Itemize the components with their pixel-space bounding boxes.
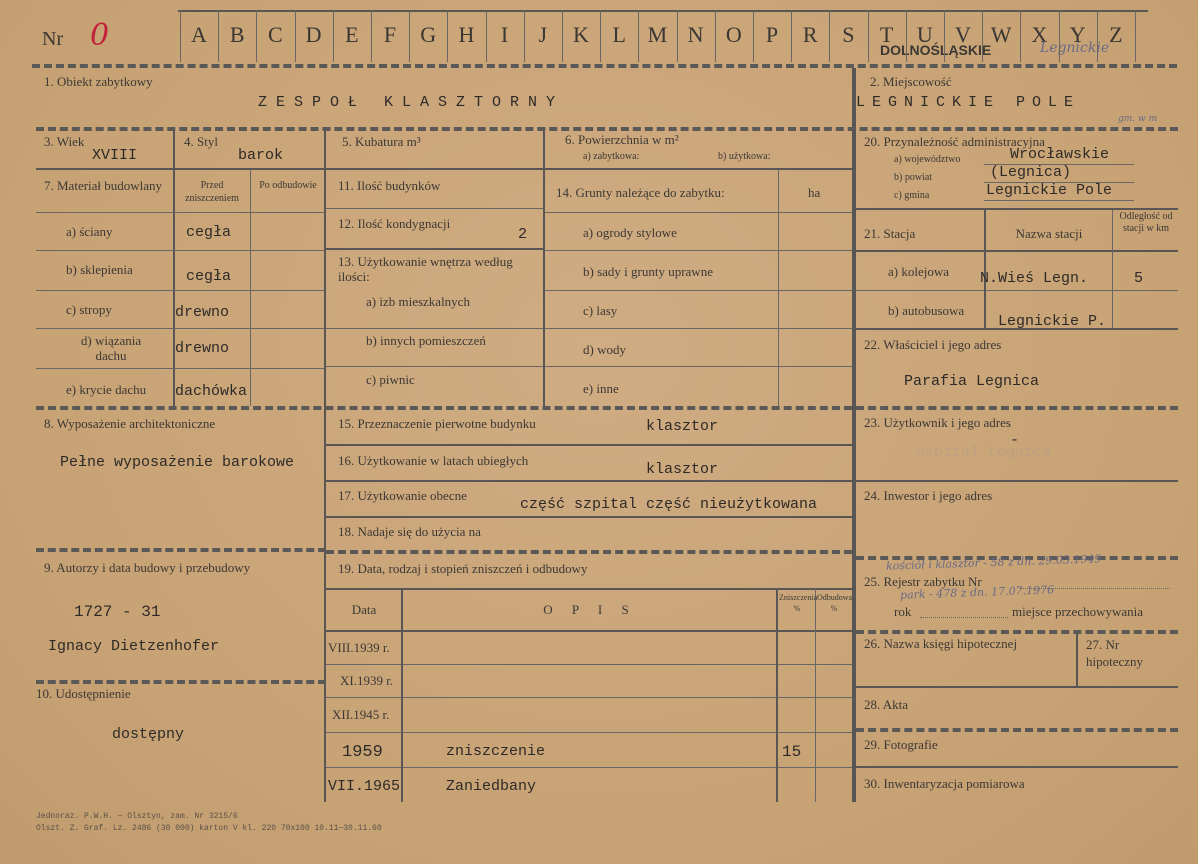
field-16-label: 16. Użytkowanie w latach ubiegłych xyxy=(338,453,529,468)
field-11-label: 11. Ilość budynków xyxy=(338,178,441,193)
grid-hline-9end xyxy=(36,680,326,684)
field-26-label: 26. Nazwa księgi hipotecznej xyxy=(864,636,1018,651)
index-letter: O xyxy=(725,22,742,47)
field-20-label: 20. Przynależność administracyjna xyxy=(864,134,1045,149)
index-divider xyxy=(409,10,410,62)
index-letter: I xyxy=(500,22,509,47)
field-9-date: 1727 - 31 xyxy=(74,603,161,621)
field-7-col-before: Przed zniszczeniem xyxy=(185,180,239,204)
right-row-line xyxy=(856,480,1178,482)
table-19-date: VII.1965 xyxy=(328,778,401,795)
field-6-b: b) użytkowa: xyxy=(718,151,771,162)
field-6-label: 6. Powierzchnia w m² xyxy=(565,132,679,147)
table-19-vline xyxy=(815,588,816,802)
grid-vline-right xyxy=(852,68,856,802)
right-row-line xyxy=(856,406,1178,410)
table-19-destr: 15 xyxy=(782,743,802,761)
field-25-handwriting-2: park - 478 z dn. 17.07.1976 xyxy=(899,583,1055,602)
index-letter: Z xyxy=(1109,22,1123,47)
field-22-label: 22. Właściciel i jego adres xyxy=(864,337,1002,352)
row-7-line xyxy=(36,368,324,369)
index-letter: N xyxy=(687,22,704,47)
index-letter: V xyxy=(955,22,971,47)
field-14-c: c) lasy xyxy=(583,303,618,318)
grid-hline-1 xyxy=(36,127,1178,131)
index-divider xyxy=(944,10,945,62)
index-divider xyxy=(218,10,219,62)
field-10-label: 10. Udostępnienie xyxy=(36,686,131,701)
index-letter: H xyxy=(458,22,475,47)
field-7-row-value: cegła xyxy=(186,268,232,285)
table-19-date: VIII.1939 r. xyxy=(328,640,390,655)
field-17-label: 17. Użytkowanie obecne xyxy=(338,488,467,503)
row-12-line xyxy=(326,248,543,250)
field-25-label: 25. Rejestr zabytku Nr xyxy=(864,574,982,589)
field-1-value: ZESPOŁ KLASZTORNY xyxy=(258,94,565,111)
row-13-line xyxy=(326,366,543,367)
index-letter: S xyxy=(842,22,855,47)
index-letter: F xyxy=(383,22,397,47)
field-7-row-value: drewno xyxy=(175,304,230,321)
index-divider xyxy=(524,10,525,62)
field-13-c: c) piwnic xyxy=(366,372,415,387)
table-19-col-destr: Zniszczenia % xyxy=(779,593,818,613)
region-stamp: DOLNOŚLĄSKIE xyxy=(880,42,992,58)
field-23-faded: Szpital Legnica xyxy=(916,444,1052,461)
index-letter: Y xyxy=(1069,22,1086,47)
field-4-label: 4. Styl xyxy=(184,134,218,149)
index-letter: R xyxy=(802,22,818,47)
right-row-line xyxy=(856,728,1178,732)
field-25-dots xyxy=(1020,588,1170,589)
grid-hline-7end xyxy=(36,406,852,410)
nr-value: 0 xyxy=(90,18,110,53)
row-7-line xyxy=(36,212,324,213)
field-21-a-dist: 5 xyxy=(1134,270,1144,287)
index-divider xyxy=(753,10,754,62)
table-19-date: XI.1939 r. xyxy=(340,673,394,688)
row-14-line xyxy=(545,328,852,329)
field-9-author: Ignacy Dietzenhofer xyxy=(48,638,220,655)
table-19-date: XII.1945 r. xyxy=(332,707,390,722)
index-letter: K xyxy=(573,22,589,47)
field-2-label: 2. Miejscowość xyxy=(870,74,952,89)
index-divider xyxy=(1097,10,1098,62)
grid-hline-3 xyxy=(36,168,852,170)
right-row-line xyxy=(856,208,1178,210)
index-divider xyxy=(447,10,448,62)
field-7-row-label: d) wiązania dachu xyxy=(80,333,142,363)
field-28-label: 28. Akta xyxy=(864,697,909,712)
row-7-line xyxy=(36,290,324,291)
right-row-line xyxy=(856,630,1178,634)
index-divider xyxy=(638,10,639,62)
index-letter: C xyxy=(268,22,283,47)
index-divider xyxy=(600,10,601,62)
field-6-a: a) zabytkowa: xyxy=(583,151,640,162)
index-letter: P xyxy=(765,22,779,47)
index-divider xyxy=(677,10,678,62)
row-17-line xyxy=(326,516,852,518)
table-19-vline xyxy=(401,588,403,802)
field-27-label: 27. Nr hipoteczny xyxy=(1086,637,1144,669)
row-7-line xyxy=(36,328,324,329)
index-divider xyxy=(256,10,257,62)
field-24-label: 24. Inwestor i jego adres xyxy=(864,488,993,503)
field-20-underline xyxy=(984,182,1134,183)
table-19-row xyxy=(326,732,852,733)
field-12-label: 12. Ilość kondygnacji xyxy=(338,216,451,231)
field-23-label: 23. Użytkownik i jego adres xyxy=(864,415,1011,430)
header-top-line xyxy=(178,10,1148,12)
field-20-c-value: Legnickie Pole xyxy=(986,182,1113,199)
index-letter: M xyxy=(647,22,668,47)
table-19-date: 1959 xyxy=(342,743,383,762)
field-18-label: 18. Nadaje się do użycia na xyxy=(338,524,481,539)
field-9-label: 9. Autorzy i data budowy i przebudowy xyxy=(44,560,251,575)
index-divider xyxy=(982,10,983,62)
field-16-value: klasztor xyxy=(646,461,719,478)
index-divider xyxy=(333,10,334,62)
field-20-c: c) gmina xyxy=(894,190,930,201)
field-20-underline xyxy=(984,200,1134,201)
right-vline xyxy=(984,210,986,328)
field-7-row-label: a) ściany xyxy=(66,224,113,239)
field-7-row-label: b) sklepienia xyxy=(66,262,133,277)
index-divider xyxy=(562,10,563,62)
field-2-note: gm. w m xyxy=(1118,114,1158,124)
right-vline xyxy=(1112,210,1113,328)
field-20-a: a) województwo xyxy=(894,154,961,165)
index-divider xyxy=(868,10,869,62)
field-12-value: 2 xyxy=(518,226,528,243)
index-letter: A xyxy=(191,22,207,47)
field-14-a: a) ogrody stylowe xyxy=(583,225,677,240)
field-25-dots xyxy=(920,617,1008,618)
index-divider xyxy=(1059,10,1060,62)
index-divider xyxy=(371,10,372,62)
table-19-row xyxy=(326,767,852,768)
row-7-line xyxy=(36,250,324,251)
table-19-header xyxy=(326,630,852,632)
field-23-value: - xyxy=(1010,432,1020,449)
field-25-handwriting-1: kościół i klasztor - 58 z dn. 29.03.1949 xyxy=(885,552,1102,573)
index-letter: W xyxy=(990,22,1012,47)
row-16-line xyxy=(326,480,852,482)
row-11-line xyxy=(326,208,543,209)
field-1-label: 1. Obiekt zabytkowy xyxy=(44,74,153,89)
field-22-value: Parafia Legnica xyxy=(904,373,1040,390)
field-4-value: barok xyxy=(238,147,284,164)
field-3-label: 3. Wiek xyxy=(44,134,85,149)
index-letter: E xyxy=(345,22,359,47)
right-row-line xyxy=(856,250,1178,252)
right-row-line xyxy=(856,290,1178,291)
field-21-a-name: N.Wieś Legn. xyxy=(980,270,1089,287)
index-letter: U xyxy=(916,22,933,47)
grid-vline-7b xyxy=(250,170,251,406)
index-letter: D xyxy=(305,22,322,47)
field-3-value: XVIII xyxy=(92,147,138,164)
field-14-d: d) wody xyxy=(583,342,626,357)
grid-hline-8end xyxy=(36,548,326,552)
index-letter: B xyxy=(229,22,245,47)
index-divider xyxy=(1135,10,1136,62)
field-21-a: a) kolejowa xyxy=(888,264,950,279)
header-bottom-line xyxy=(32,64,1177,68)
field-13-a: a) izb mieszkalnych xyxy=(366,294,470,309)
field-21-label: 21. Stacja xyxy=(864,226,916,241)
field-25-miejsce: miejsce przechowywania xyxy=(1012,604,1144,619)
field-13-label: 13. Użytkowanie wnętrza według ilości: xyxy=(338,254,513,284)
field-14-unit: ha xyxy=(808,185,821,200)
field-8-label: 8. Wyposażenie architektoniczne xyxy=(44,416,216,431)
field-7-row-value: drewno xyxy=(175,340,230,357)
field-19-label: 19. Data, rodzaj i stopień zniszczeń i odbudowy xyxy=(338,561,588,576)
table-19-row xyxy=(326,664,852,665)
row-14-line xyxy=(545,212,852,213)
table-19-col-desc: O P I S xyxy=(543,602,637,617)
row-18-line xyxy=(326,550,852,554)
index-divider xyxy=(791,10,792,62)
field-20-underline xyxy=(984,164,1134,165)
field-15-value: klasztor xyxy=(646,418,719,435)
field-14-b: b) sady i grunty uprawne xyxy=(583,264,713,279)
footer-line-1: Jednorаz. P.W.H. — Olsztyn, zam. Nr 3215/6 xyxy=(36,812,238,821)
field-7-row-value: dachówka xyxy=(175,383,248,400)
field-21-col-name: Nazwa stacji xyxy=(1015,226,1083,241)
field-20-a-value: Wrocławskie xyxy=(1010,146,1110,163)
index-divider xyxy=(180,10,181,62)
field-21-b: b) autobusowa xyxy=(888,303,965,318)
table-19-vline xyxy=(776,588,778,802)
table-19-col-rebuild: Odbudowa % xyxy=(817,593,853,613)
nr-label: Nr xyxy=(42,28,64,50)
field-21-col-dist: Odległość od stacji w km xyxy=(1119,211,1173,234)
index-divider xyxy=(1020,10,1021,62)
index-letter: G xyxy=(420,22,437,47)
index-letter: X xyxy=(1031,22,1048,47)
row-14-line xyxy=(545,366,852,367)
row-15-line xyxy=(326,444,852,446)
row-13-line xyxy=(326,328,543,329)
field-14-e: e) inne xyxy=(583,381,619,396)
index-divider xyxy=(829,10,830,62)
field-7-row-value: cegła xyxy=(186,224,232,241)
field-5-label: 5. Kubatura m³ xyxy=(342,134,421,149)
field-10-value: dostępny xyxy=(112,726,185,743)
field-21-b-name: Legnickie P. xyxy=(998,313,1107,330)
field-17-value: część szpital część nieużytkowana xyxy=(520,496,818,513)
index-letter: L xyxy=(612,22,626,47)
index-letter: J xyxy=(538,22,548,47)
right-vline xyxy=(1076,632,1078,686)
field-13-b: b) innych pomieszczeń xyxy=(366,333,486,348)
row-14-line xyxy=(545,250,852,251)
right-row-line xyxy=(856,766,1178,768)
field-29-label: 29. Fotografie xyxy=(864,737,938,752)
field-30-label: 30. Inwentaryzacja pomiarowa xyxy=(864,776,1025,791)
field-8-value: Pełne wyposażenie barokowe xyxy=(60,454,295,471)
index-divider xyxy=(906,10,907,62)
footer-line-2: Olszt. Z. Graf. Lz. 2486 (30 000) karton V kl. 220 70x100 10.11—30.11.60 xyxy=(36,824,382,833)
field-7-label: 7. Materiał budowlany xyxy=(44,178,163,193)
grid-vline-14ha xyxy=(778,170,779,406)
index-divider xyxy=(486,10,487,62)
table-19-col-date: Data xyxy=(351,602,377,617)
field-25-rok: rok xyxy=(894,604,912,619)
grid-vline-mid xyxy=(324,128,326,802)
right-row-line xyxy=(856,686,1178,688)
index-divider xyxy=(295,10,296,62)
table-19-top xyxy=(326,588,852,590)
field-7-row-label: e) krycie dachu xyxy=(66,382,147,397)
table-19-row xyxy=(326,697,852,698)
row-14-line xyxy=(545,290,852,291)
field-15-label: 15. Przeznaczenie pierwotne budynku xyxy=(338,416,536,431)
region-handwriting: Legnickie xyxy=(1040,40,1110,56)
index-divider xyxy=(715,10,716,62)
table-19-desc: Zaniedbany xyxy=(446,778,537,795)
field-7-row-label: c) stropy xyxy=(66,302,112,317)
field-20-b: b) powiat xyxy=(894,172,933,183)
field-14-label: 14. Grunty należące do zabytku: xyxy=(556,185,725,200)
field-2-value: LEGNICKIE POLE xyxy=(856,94,1081,111)
field-20-a-value2: (Legnica) xyxy=(990,164,1072,181)
field-7-col-after: Po odbudowie xyxy=(259,180,317,191)
index-letter: T xyxy=(879,22,894,47)
table-19-desc: zniszczenie xyxy=(446,743,546,760)
